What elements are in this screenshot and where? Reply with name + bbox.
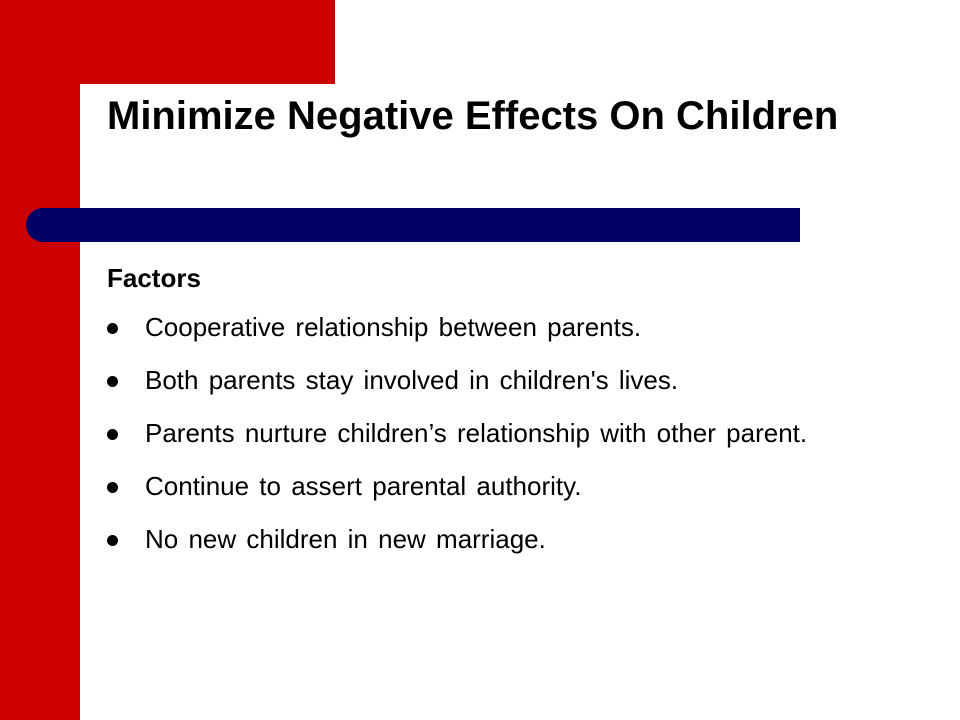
bullet-text: Parents nurture children’s relationship with other parent. (145, 418, 808, 448)
bullet-dot-icon (107, 482, 118, 493)
slide-title: Minimize Negative Effects On Children (107, 94, 839, 138)
bullet-item (107, 416, 907, 450)
bullet-text: Cooperative relationship between parents. (145, 312, 642, 342)
bullet-dot-icon (107, 323, 118, 334)
bullet-item (107, 469, 907, 503)
bullet-item (107, 310, 907, 344)
red-accent-left-bar (0, 0, 80, 720)
title-underline-bar (26, 208, 800, 242)
bullet-text: Continue to assert parental authority. (145, 471, 582, 501)
bullet-item (107, 363, 907, 397)
bullet-dot-icon (107, 429, 118, 440)
bullet-list (107, 310, 907, 556)
slide-body (107, 258, 907, 575)
bullet-item (107, 522, 907, 556)
bullet-dot-icon (107, 535, 118, 546)
bullet-text: Both parents stay involved in children's lives. (145, 365, 679, 395)
bullet-dot-icon (107, 376, 118, 387)
bullet-text: No new children in new marriage. (145, 524, 546, 554)
red-accent-top-bar (0, 0, 335, 84)
factors-heading: Factors (107, 263, 201, 293)
